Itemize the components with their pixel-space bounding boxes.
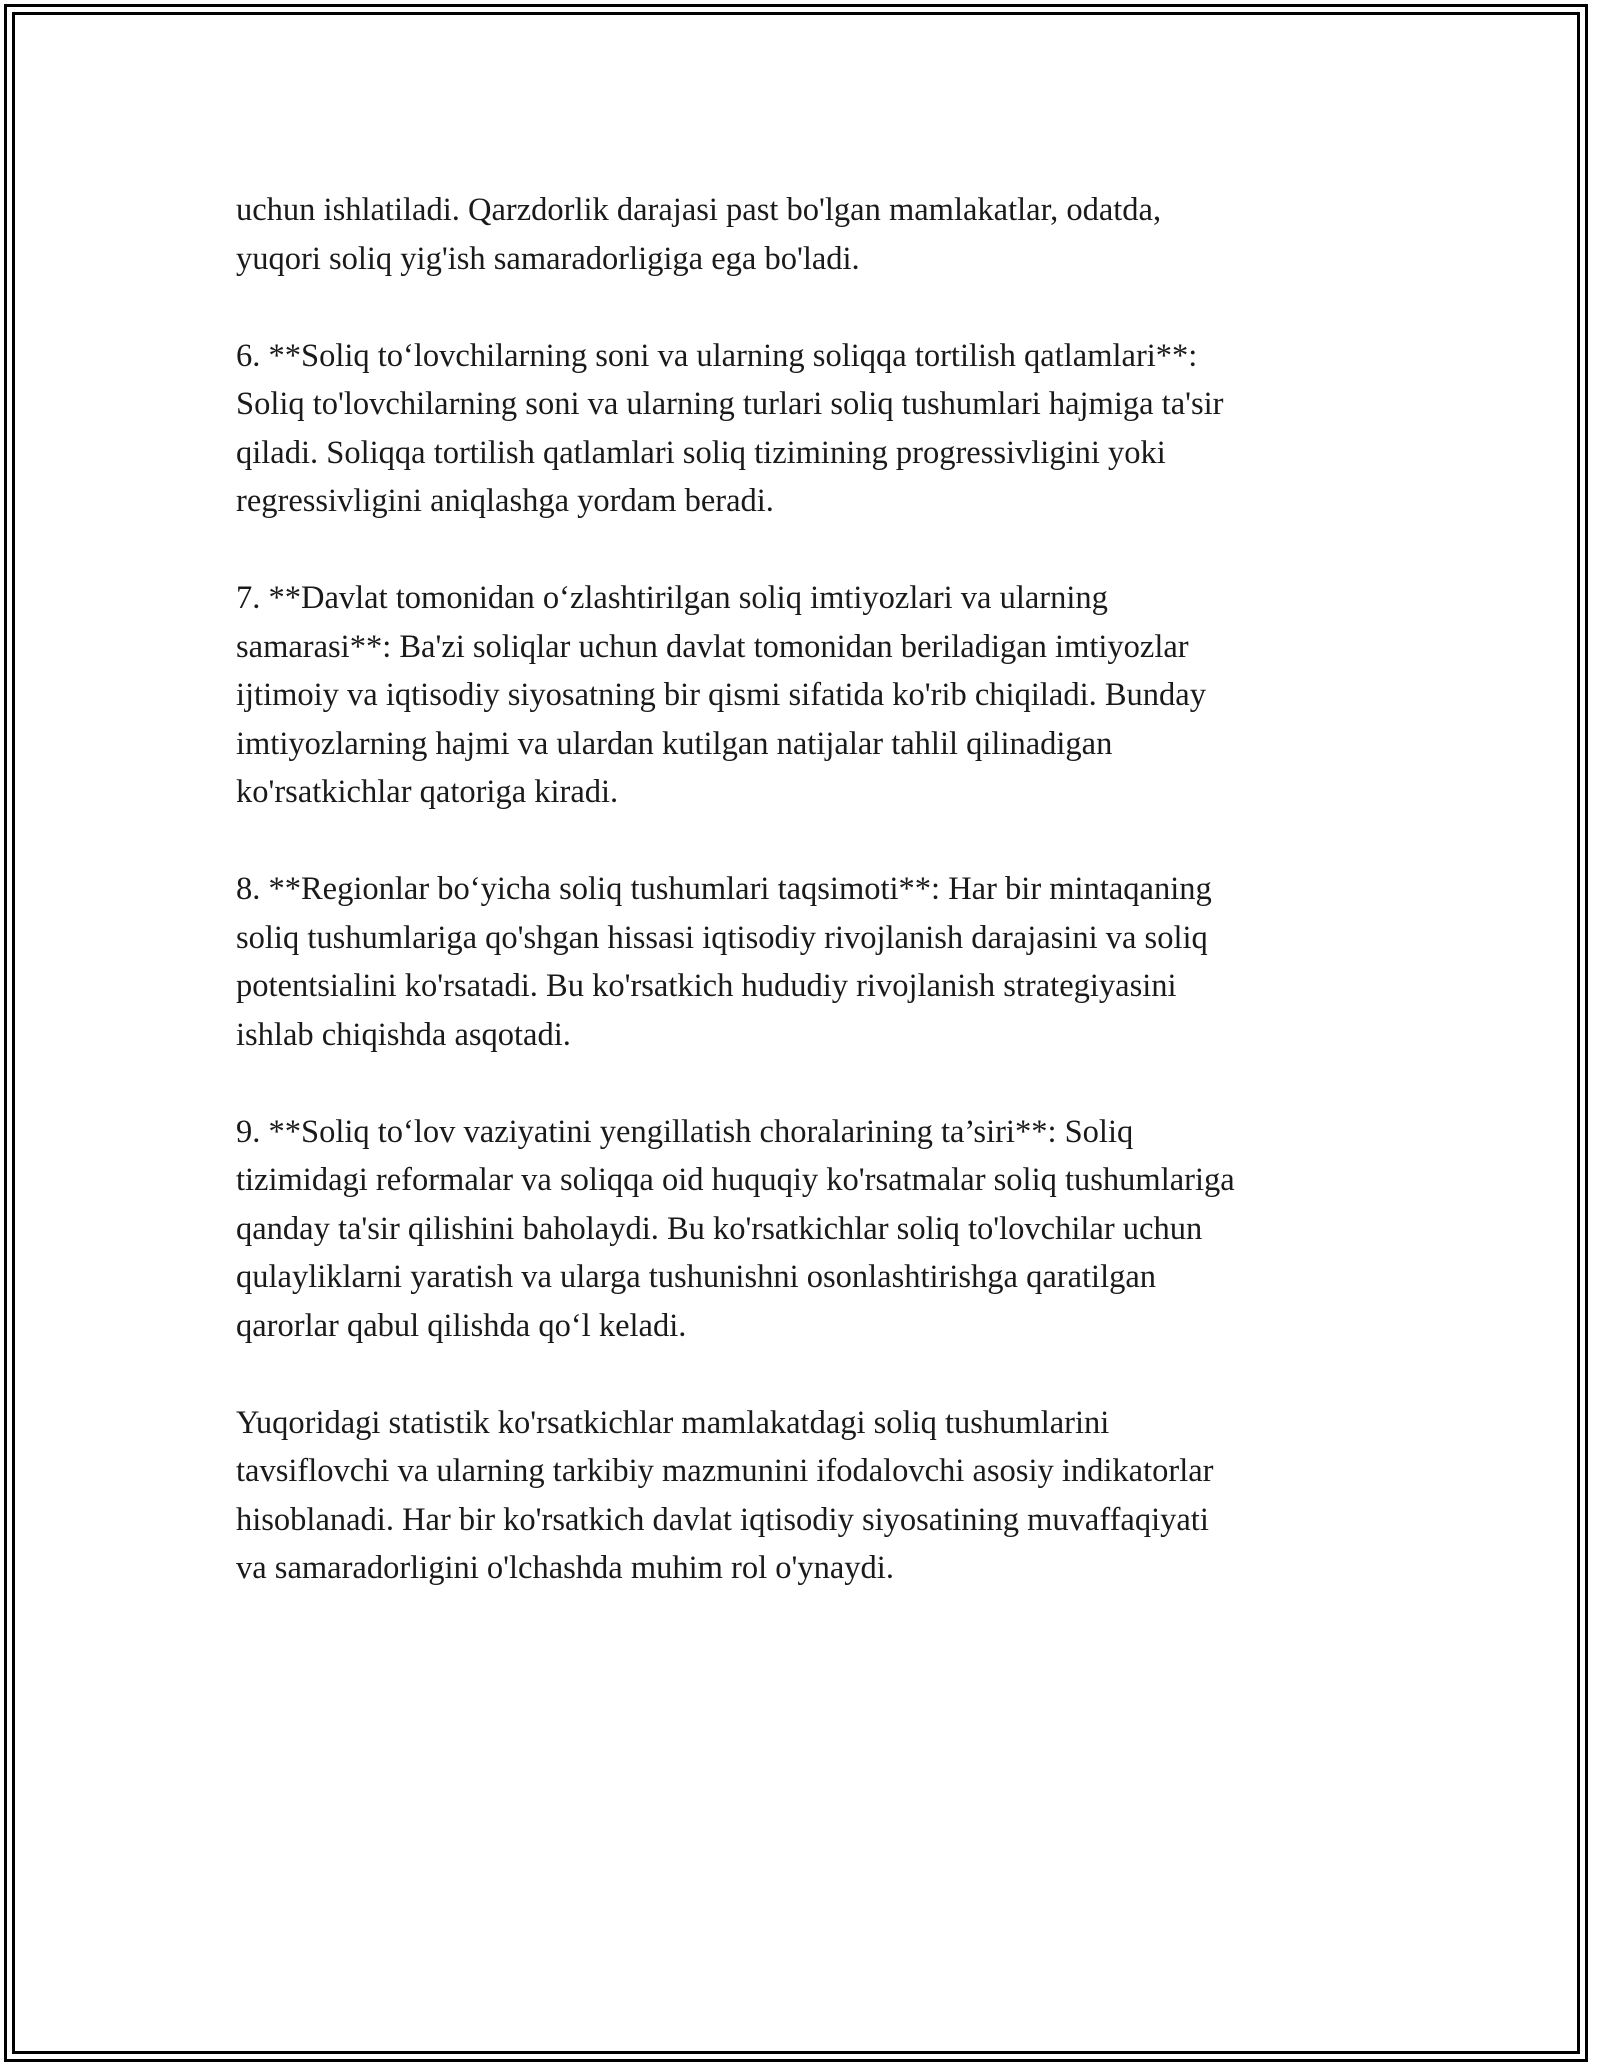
paragraph-item-6 (236, 332, 1386, 526)
text-line: yuqori soliq yig'ish samaradorligiga ega bo'ladi. (236, 240, 860, 277)
text-line: 8. **Regionlar bo‘yicha soliq tushumlari taqsimoti**: Har bir mintaqaning (236, 871, 1212, 907)
text-line: tavsiflovchi va ularning tarkibiy mazmunini ifodalovchi asosiy indikatorlar (236, 1453, 1214, 1489)
text-line: soliq tushumlariga qo'shgan hissasi iqtisodiy rivojlanish darajasini va soliq (236, 919, 1208, 956)
text-line: 6. **Soliq to‘lovchilarning soni va ularning soliqqa tortilish qatlamlari**: (236, 337, 1198, 374)
paragraph-item-9 (236, 1108, 1386, 1351)
text-line: 9. **Soliq to‘lov vaziyatini yengillatish choralarining ta’siri**: Soliq (236, 1113, 1134, 1150)
text-line: tizimidagi reformalar va soliqqa oid huquqiy ko'rsatmalar soliq tushumlariga (236, 1162, 1235, 1198)
text-line: qulayliklarni yaratish va ularga tushunishni osonlashtirishga qaratilgan (236, 1259, 1157, 1295)
text-line: ijtimoiy va iqtisodiy siyosatning bir qismi sifatida ko'rib chiqiladi. Bunday (236, 677, 1206, 713)
paragraph-conclusion (236, 1399, 1386, 1593)
text-line: hisoblanadi. Har bir ko'rsatkich davlat iqtisodiy siyosatining muvaffaqiyati (236, 1501, 1209, 1538)
text-line: regressivligini aniqlashga yordam beradi. (236, 483, 774, 519)
text-line: imtiyozlarning hajmi va ulardan kutilgan natijalar tahlil qilinadigan (236, 725, 1113, 762)
text-line: 7. **Davlat tomonidan o‘zlashtirilgan soliq imtiyozlari va ularning (236, 580, 1108, 616)
text-line: ko'rsatkichlar qatoriga kiradi. (236, 774, 619, 810)
text-line: qanday ta'sir qilishini baholaydi. Bu ko'rsatkichlar soliq to'lovchilar uchun (236, 1210, 1203, 1247)
paragraph-item-8 (236, 865, 1386, 1059)
text-line: ishlab chiqishda asqotadi. (236, 1016, 571, 1053)
text-line: samarasi**: Ba'zi soliqlar uchun davlat tomonidan beriladigan imtiyozlar (236, 628, 1189, 665)
paragraph-continuation (236, 186, 1386, 283)
text-line: qarorlar qabul qilishda qo‘l keladi. (236, 1307, 687, 1344)
text-line: qiladi. Soliqqa tortilish qatlamlari soliq tizimining progressivligini yoki (236, 434, 1166, 471)
text-line: Yuqoridagi statistik ko'rsatkichlar mamlakatdagi soliq tushumlarini (236, 1404, 1110, 1441)
text-line: uchun ishlatiladi. Qarzdorlik darajasi past bo'lgan mamlakatlar, odatda, (236, 192, 1162, 228)
text-line: Soliq to'lovchilarning soni va ularning turlari soliq tushumlari hajmiga ta'sir (236, 386, 1224, 422)
text-line: va samaradorligini o'lchashda muhim rol o'ynaydi. (236, 1550, 894, 1586)
paragraph-item-7 (236, 574, 1386, 817)
document-body (236, 186, 1386, 1593)
text-line: potentsialini ko'rsatadi. Bu ko'rsatkich hududiy rivojlanish strategiyasini (236, 968, 1177, 1004)
